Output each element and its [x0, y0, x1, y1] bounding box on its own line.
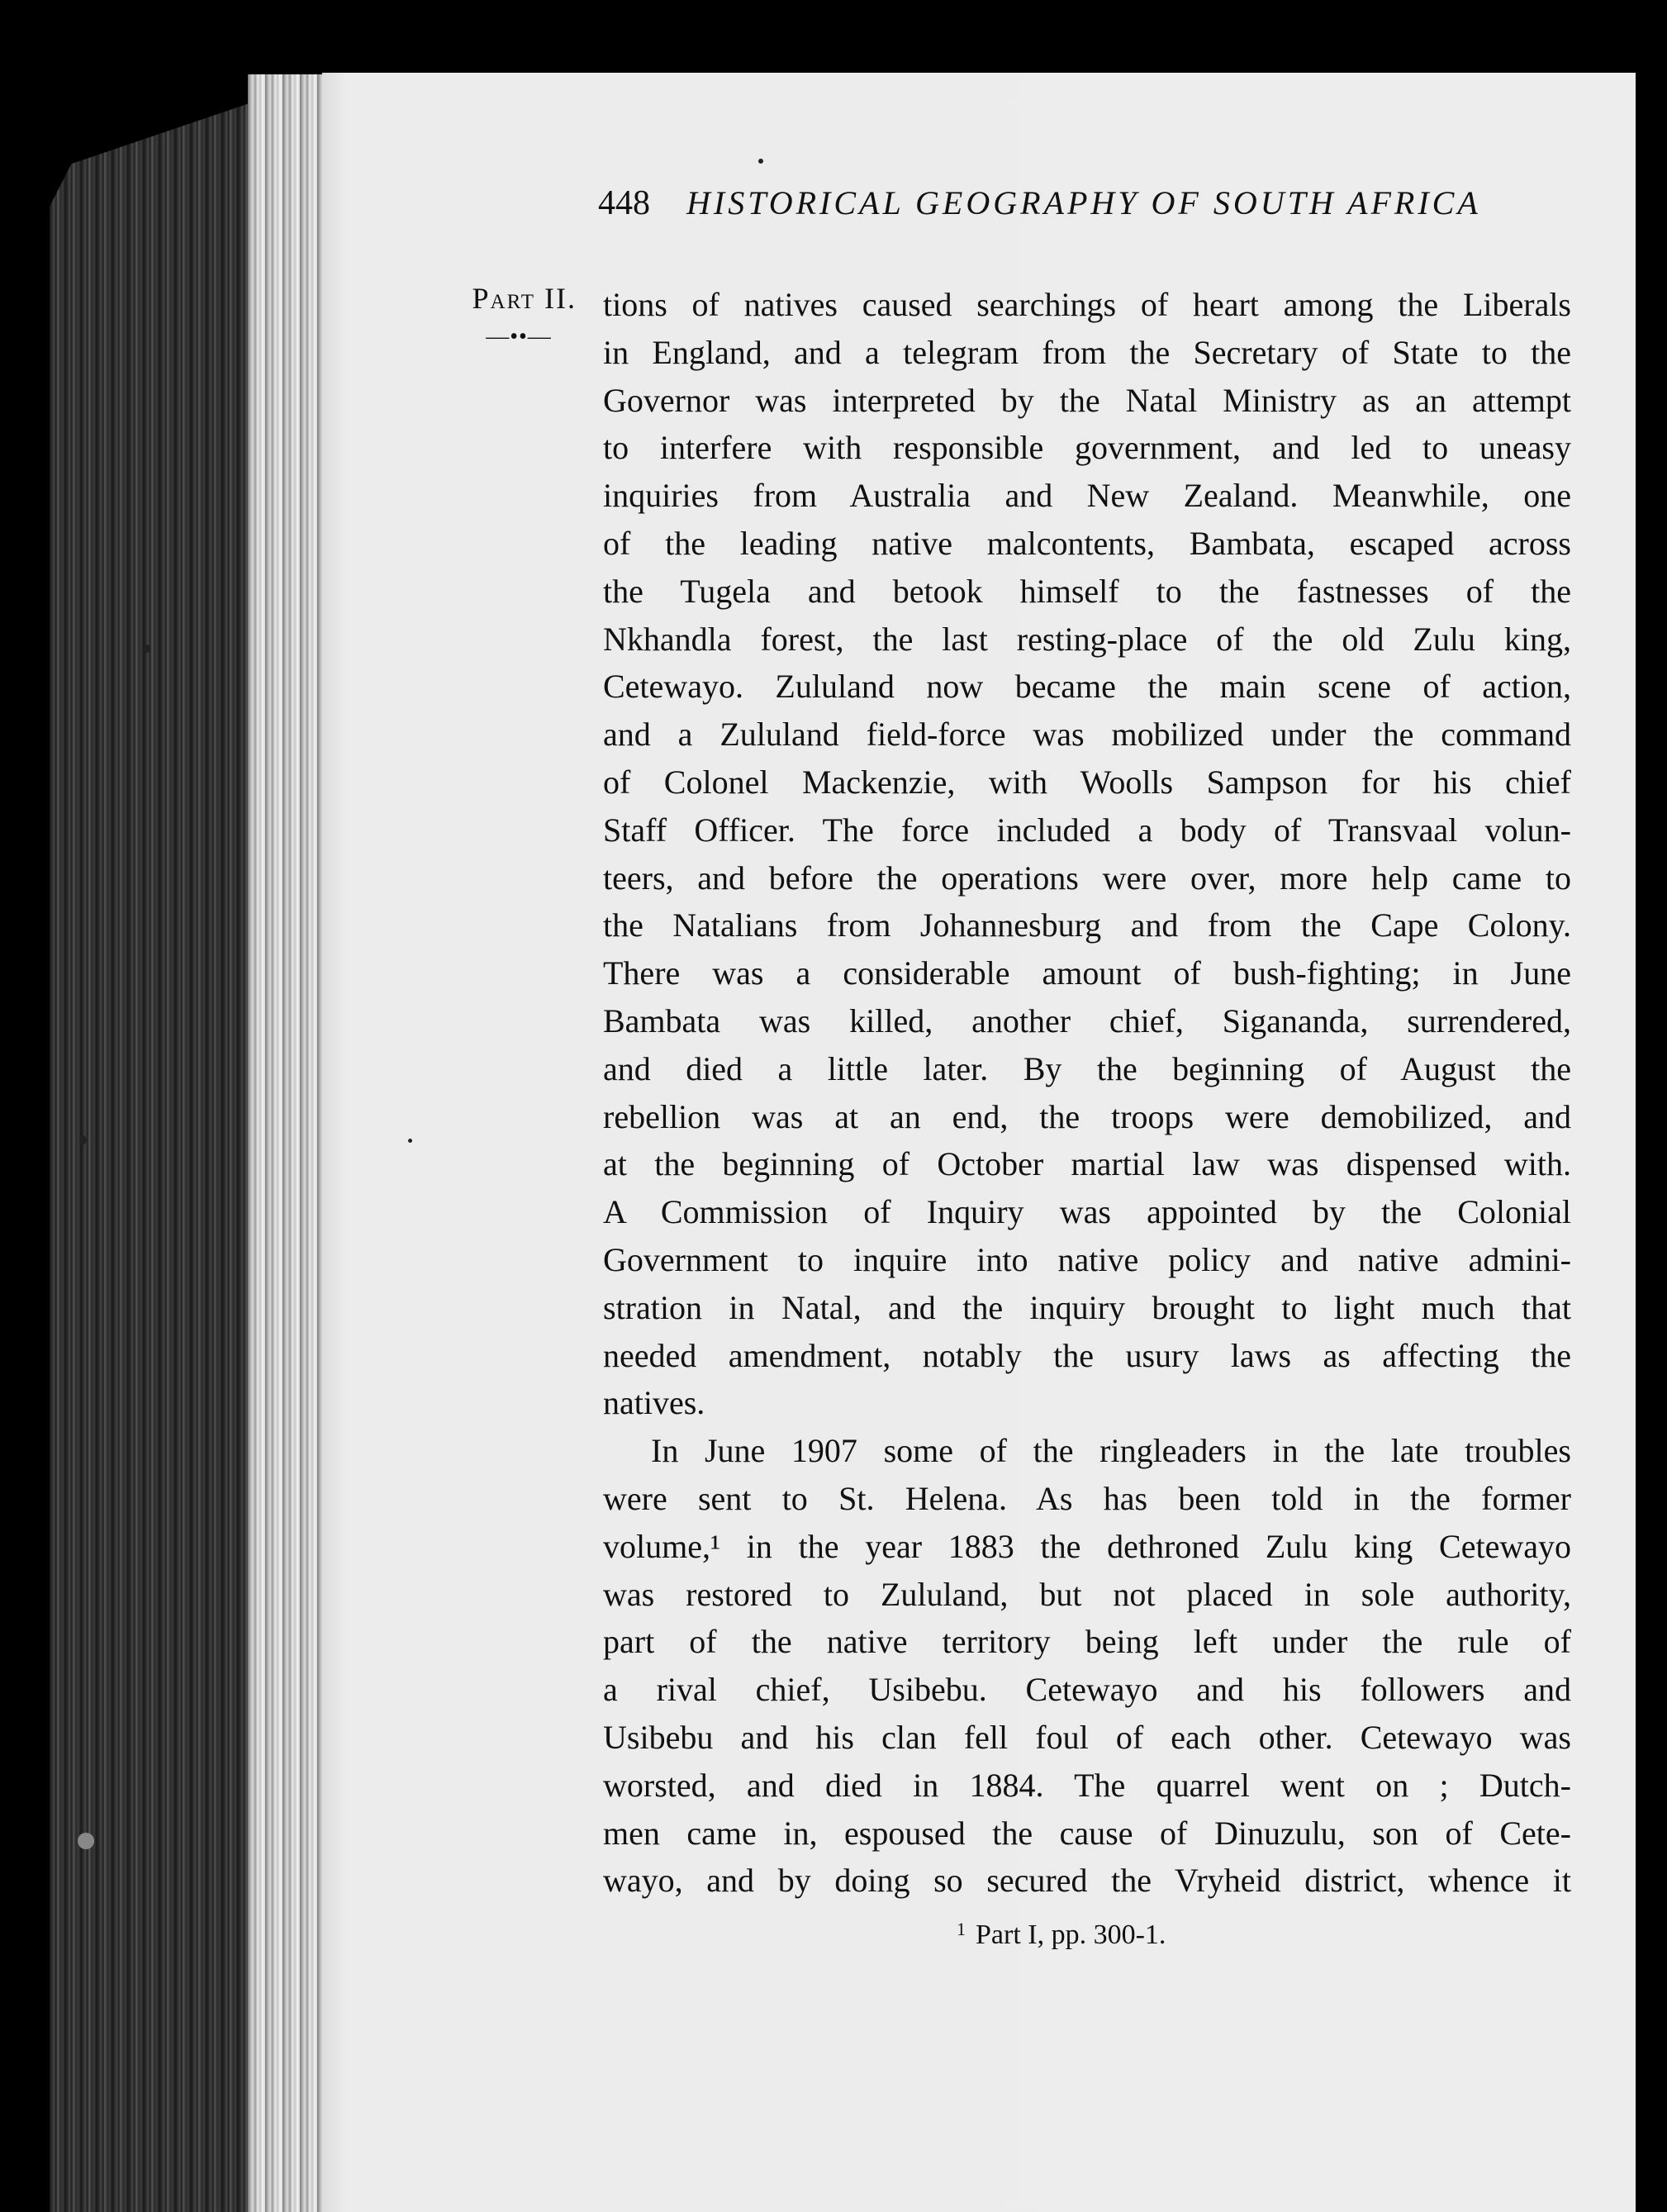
paragraph-2 [603, 1427, 1571, 1905]
scan-speck [408, 1139, 412, 1143]
running-header [598, 183, 1573, 233]
text-line: at the beginning of October martial law was dispensed with. [603, 1145, 1571, 1183]
text-line: Cetewayo. Zululand now became the main scene of action, [603, 668, 1571, 706]
text-line: was restored to Zululand, but not placed in sole authority, [603, 1575, 1571, 1613]
scan-speck [79, 1135, 87, 1144]
scan-speck [758, 159, 763, 164]
text-line: stration in Natal, and the inquiry brought to light much that [603, 1288, 1571, 1326]
text-line: in England, and a telegram from the Secretary of State to the [603, 333, 1571, 371]
footnote-text: Part I, pp. 300-1. [976, 1919, 1166, 1950]
body-text [603, 281, 1571, 1905]
text-line: needed amendment, notably the usury laws as affecting the [603, 1336, 1571, 1374]
text-line: Usibebu and his clan fell foul of each other. Cetewayo was [603, 1718, 1571, 1756]
page-number: 448 [598, 184, 650, 222]
text-line: the Tugela and betook himself to the fastnesses of the [603, 572, 1571, 610]
text-line: inquiries from Australia and New Zealand. Meanwhile, one [603, 477, 1571, 515]
text-line: of the leading native malcontents, Bambata, escaped across [603, 524, 1571, 562]
margin-part-label: Part II. [472, 282, 577, 315]
scan-speck [144, 645, 150, 653]
text-line: the Natalians from Johannesburg and from the Cape Colony. [603, 906, 1571, 944]
text-line: men came in, espoused the cause of Dinuzulu, son of Cete- [603, 1814, 1571, 1852]
text-line: wayo, and by doing so secured the Vryheid district, whence it [603, 1862, 1571, 1900]
scan-right-border [1636, 0, 1667, 2212]
footnote-marker: 1 [957, 1919, 966, 1939]
text-line: Governor was interpreted by the Natal Ministry as an attempt [603, 381, 1571, 419]
text-line: of Colonel Mackenzie, with Woolls Sampson for his chief [603, 763, 1571, 801]
text-line: Government to inquire into native policy and native admini- [603, 1240, 1571, 1278]
text-line: Bambata was killed, another chief, Sigananda, surrendered, [603, 1001, 1571, 1039]
text-line: tions of natives caused searchings of heart among the Liberals [603, 286, 1571, 323]
text-line: and a Zululand field-force was mobilized under the command [603, 716, 1571, 754]
text-line: to interfere with responsible government, and led to uneasy [603, 429, 1571, 467]
paragraph-1 [603, 281, 1571, 1427]
text-line: rebellion was at an end, the troops were demobilized, and [603, 1097, 1571, 1135]
margin-ornament: —••— [486, 324, 552, 350]
text-line: There was a considerable amount of bush-fighting; in June [603, 954, 1571, 992]
text-line: volume,¹ in the year 1883 the dethroned Zulu king Cetewayo [603, 1527, 1571, 1565]
text-line: part of the native territory being left under the rule of [603, 1623, 1571, 1661]
footnote [957, 1919, 1304, 1951]
text-line: A Commission of Inquiry was appointed by the Colonial [603, 1193, 1571, 1231]
text-line: and died a little later. By the beginning of August the [603, 1049, 1571, 1087]
text-line: worsted, and died in 1884. The quarrel went on ; Dutch- [603, 1766, 1571, 1804]
text-line: natives. [603, 1384, 705, 1422]
text-line: teers, and before the operations were over, more help came to [603, 859, 1571, 897]
text-line: In June 1907 some of the ringleaders in the late troubles [651, 1432, 1571, 1470]
running-title: HISTORICAL GEOGRAPHY OF SOUTH AFRICA [686, 184, 1481, 221]
scan-speck [78, 1833, 94, 1849]
text-line: Staff Officer. The force included a body of Transvaal volun- [603, 811, 1571, 849]
text-line: were sent to St. Helena. As has been told in the former [603, 1479, 1571, 1517]
text-line: Nkhandla forest, the last resting-place of the old Zulu king, [603, 620, 1571, 658]
text-line: a rival chief, Usibebu. Cetewayo and his followers and [603, 1671, 1571, 1709]
scan-top-border [0, 0, 1667, 78]
